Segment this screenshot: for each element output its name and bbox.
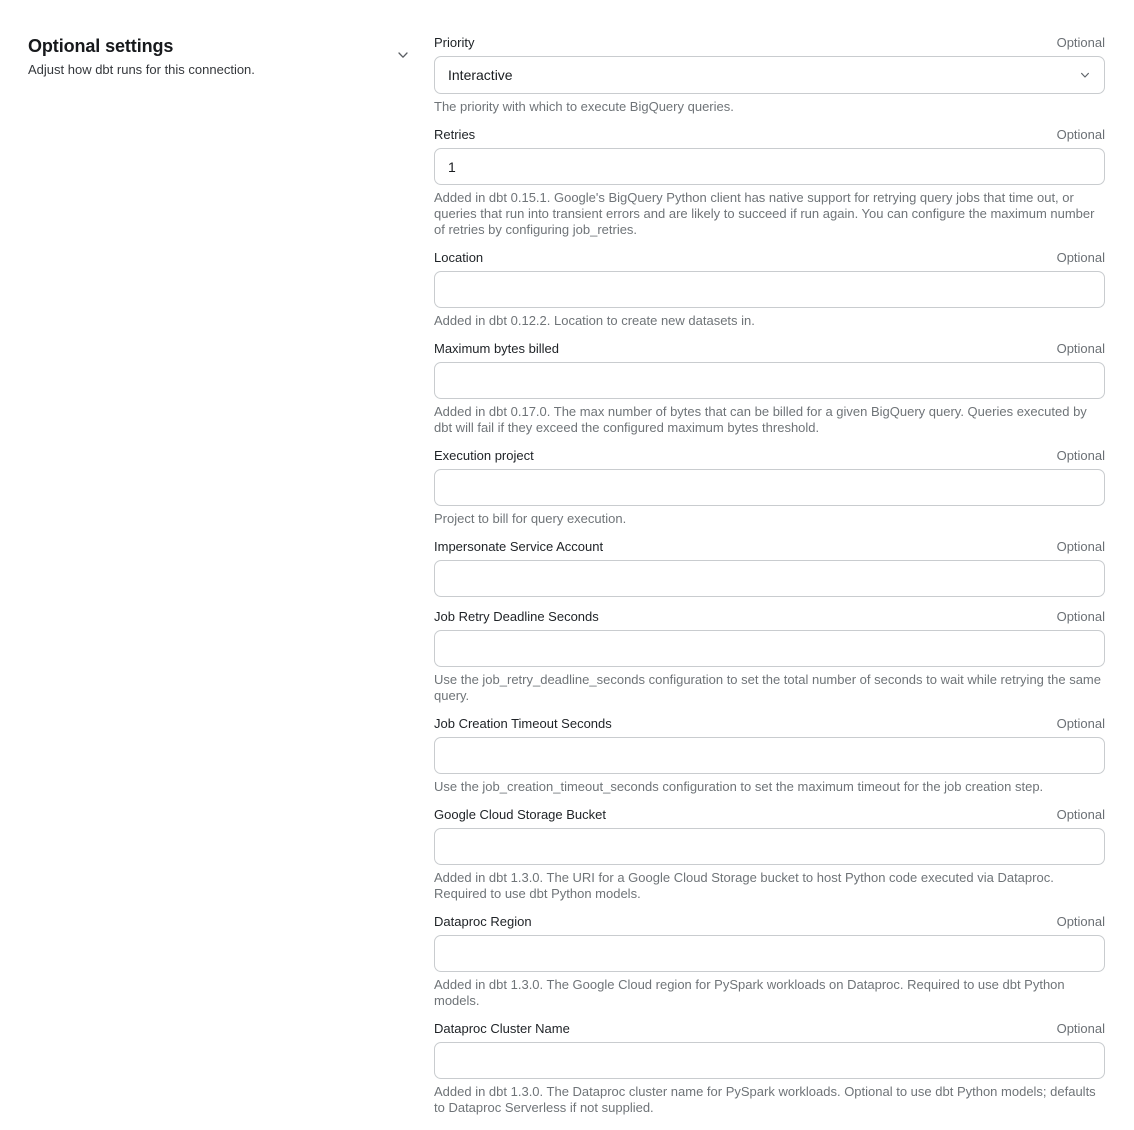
field-google-cloud-storage-bucket <box>434 807 1105 902</box>
optional-badge: Optional <box>1056 914 1105 929</box>
field-execution-project <box>434 448 1105 527</box>
impersonate-service-account-input[interactable] <box>434 560 1105 597</box>
job-retry-deadline-seconds-input[interactable] <box>434 630 1105 667</box>
chevron-down-icon <box>396 48 410 62</box>
optional-badge: Optional <box>1056 127 1105 142</box>
optional-badge: Optional <box>1056 341 1105 356</box>
field-helper: Added in dbt 0.17.0. The max number of bytes that can be billed for a given BigQuery query. Queries executed by dbt will fail if they exceed the configured maximum bytes threshold. <box>434 404 1087 435</box>
field-maximum-bytes-billed <box>434 341 1105 436</box>
optional-badge: Optional <box>1056 448 1105 463</box>
field-label: Impersonate Service Account <box>434 539 604 554</box>
optional-settings-form <box>434 35 1105 1128</box>
field-label: Priority <box>434 35 475 50</box>
field-helper: Added in dbt 0.15.1. Google's BigQuery Python client has native support for retrying query jobs that time out, or queries that run into transient errors and are likely to succeed if run again. You can configure the maximum number of retries by configuring job_retries. <box>434 190 1095 237</box>
dataproc-cluster-name-input[interactable] <box>434 1042 1105 1079</box>
field-retries <box>434 127 1105 238</box>
field-job-retry-deadline-seconds <box>434 609 1105 704</box>
priority-select-value: Interactive <box>448 67 513 83</box>
field-impersonate-service-account <box>434 539 1105 597</box>
section-title: Optional settings <box>28 36 174 56</box>
field-label: Job Retry Deadline Seconds <box>434 609 599 624</box>
field-label: Execution project <box>434 448 534 463</box>
field-label: Dataproc Region <box>434 914 532 929</box>
field-label: Location <box>434 250 484 265</box>
field-helper: Added in dbt 1.3.0. The Google Cloud region for PySpark workloads on Dataproc. Required to use dbt Python models. <box>434 977 1065 1008</box>
field-helper: Added in dbt 1.3.0. The Dataproc cluster name for PySpark workloads. Optional to use dbt Python models; defaults to Dataproc Serverless if not supplied. <box>434 1084 1096 1115</box>
field-dataproc-cluster-name <box>434 1021 1105 1116</box>
section-collapse-button[interactable] <box>396 48 410 62</box>
execution-project-input[interactable] <box>434 469 1105 506</box>
job-creation-timeout-seconds-input[interactable] <box>434 737 1105 774</box>
maximum-bytes-billed-input[interactable] <box>434 362 1105 399</box>
retries-input[interactable] <box>434 148 1105 185</box>
google-cloud-storage-bucket-input[interactable] <box>434 828 1105 865</box>
section-header <box>28 35 416 78</box>
field-label: Google Cloud Storage Bucket <box>434 807 606 822</box>
field-helper: Use the job_retry_deadline_seconds configuration to set the total number of seconds to wait while retrying the same query. <box>434 672 1101 703</box>
chevron-down-icon <box>1079 69 1091 81</box>
location-input[interactable] <box>434 271 1105 308</box>
dataproc-region-input[interactable] <box>434 935 1105 972</box>
priority-select[interactable] <box>434 56 1105 94</box>
optional-badge: Optional <box>1056 539 1105 554</box>
optional-badge: Optional <box>1056 716 1105 731</box>
field-helper: Added in dbt 0.12.2. Location to create new datasets in. <box>434 313 755 328</box>
field-priority <box>434 35 1105 115</box>
section-description: Adjust how dbt runs for this connection. <box>28 62 255 77</box>
field-label: Job Creation Timeout Seconds <box>434 716 612 731</box>
field-dataproc-region <box>434 914 1105 1009</box>
optional-badge: Optional <box>1056 250 1105 265</box>
field-job-creation-timeout-seconds <box>434 716 1105 795</box>
field-helper: Added in dbt 1.3.0. The URI for a Google Cloud Storage bucket to host Python code executed via Dataproc. Required to use dbt Python models. <box>434 870 1054 901</box>
field-helper: Project to bill for query execution. <box>434 511 627 526</box>
field-location <box>434 250 1105 329</box>
field-label: Maximum bytes billed <box>434 341 559 356</box>
field-helper: Use the job_creation_timeout_seconds configuration to set the maximum timeout for the job creation step. <box>434 779 1044 794</box>
optional-badge: Optional <box>1056 1021 1105 1036</box>
field-label: Dataproc Cluster Name <box>434 1021 570 1036</box>
field-helper: The priority with which to execute BigQuery queries. <box>434 99 734 114</box>
field-label: Retries <box>434 127 476 142</box>
optional-badge: Optional <box>1056 35 1105 50</box>
optional-badge: Optional <box>1056 609 1105 624</box>
section-header-text <box>28 35 255 78</box>
optional-badge: Optional <box>1056 807 1105 822</box>
